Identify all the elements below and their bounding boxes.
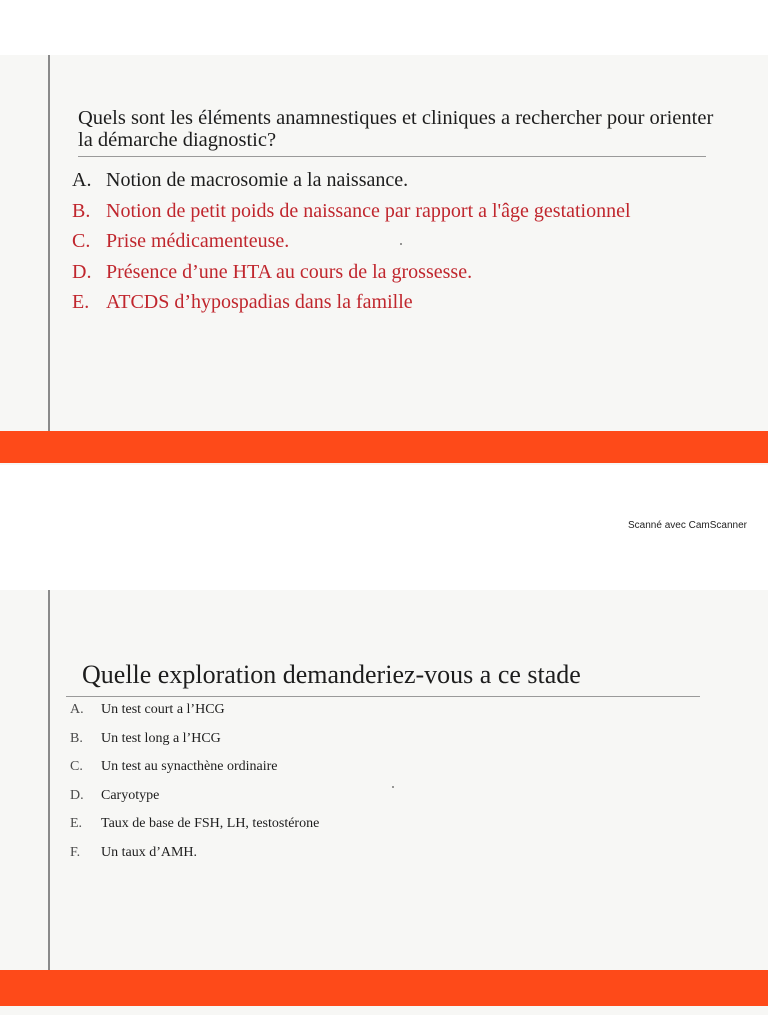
option-c (70, 753, 319, 782)
option-text: Taux de base de FSH, LH, testostérone (101, 816, 320, 831)
slide-left-rule (48, 55, 50, 435)
option-letter: B. (72, 199, 91, 222)
option-letter: C. (70, 759, 83, 774)
option-e (72, 287, 631, 318)
question-2-options (70, 696, 319, 867)
option-letter: A. (70, 702, 84, 717)
option-b (72, 196, 631, 227)
option-letter: A. (72, 169, 92, 191)
option-letter: D. (70, 787, 84, 803)
option-text: Un test au synacthène ordinaire (101, 759, 278, 774)
slide-footer-bar (0, 431, 768, 463)
option-d (70, 782, 319, 811)
option-d (72, 257, 631, 288)
option-text: Notion de macrosomie a la naissance. (106, 169, 409, 191)
option-letter: D. (72, 260, 92, 283)
option-letter: B. (70, 730, 83, 746)
option-text: Présence d’une HTA au cours de la grossesse. (106, 260, 473, 283)
option-letter: E. (72, 291, 90, 313)
option-letter: E. (70, 816, 83, 831)
option-text: Un test court a l’HCG (101, 702, 225, 717)
option-letter: C. (72, 230, 91, 252)
question-2-title: Quelle exploration demanderiez-vous a ce stade (82, 660, 581, 689)
scan-speck (400, 243, 402, 245)
option-text: Un test long a l’HCG (101, 730, 221, 746)
option-a (72, 165, 631, 196)
scan-speck (392, 786, 394, 788)
option-text: Caryotype (101, 787, 160, 803)
option-text: ATCDS d’hypospadias dans la famille (106, 291, 413, 313)
title-divider (78, 156, 706, 157)
option-e (70, 810, 319, 839)
scan-watermark: Scanné avec CamScanner (628, 520, 747, 531)
option-c (72, 226, 631, 257)
option-text: Un taux d’AMH. (101, 844, 198, 860)
option-f (70, 839, 319, 868)
slide-footer-bar (0, 970, 768, 1006)
option-a (70, 696, 319, 725)
slide-question-1 (0, 55, 768, 465)
question-1-title: Quels sont les éléments anamnestiques et cliniques a rechercher pour orienter la démarche diagnostic? (78, 107, 714, 151)
option-text: Notion de petit poids de naissance par rapport a l'âge gestationnel (106, 199, 631, 222)
option-text: Prise médicamenteuse. (106, 230, 290, 252)
slide-left-rule (48, 590, 50, 975)
question-1-options (72, 165, 631, 318)
option-b (70, 725, 319, 754)
slide-question-2 (0, 590, 768, 1015)
option-letter: F. (70, 844, 81, 860)
